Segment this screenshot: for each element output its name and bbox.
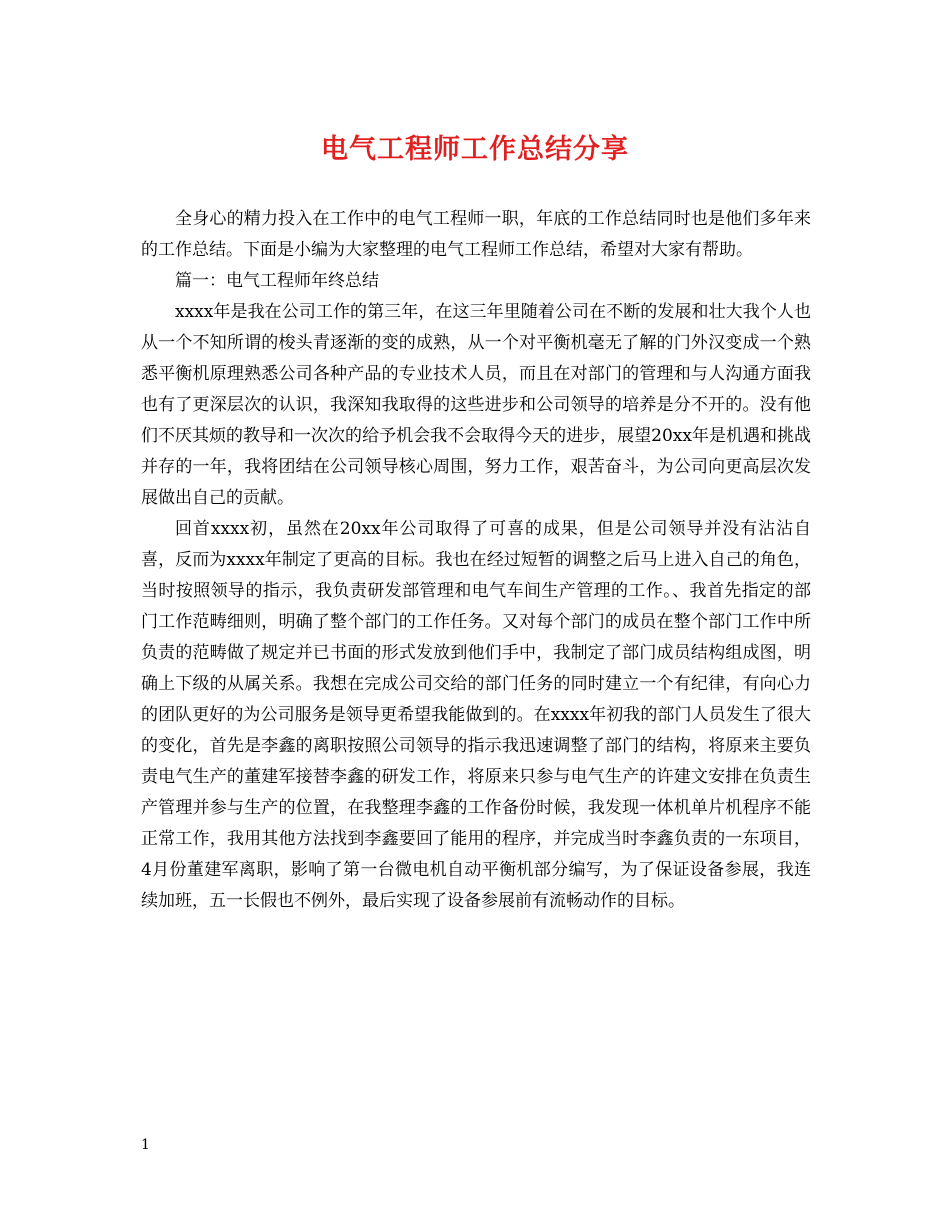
body-paragraph: 回首xxxx初，虽然在20xx年公司取得了可喜的成果，但是公司领导并没有沾沾自喜，反而为xxxx年制定了更高的目标。我也在经过短暂的调整之后马上进入自己的角色，当时按照领导的指示，我负责研发部管理和电气车间生产管理的工作。、我首先指定的部门工作范畴细则，明确了整个部门的工作任务。又对每个部门的成员在整个部门工作中所负责的范畴做了规定并已书面的形式发放到他们手中，我制定了部门成员结构组成图，明确上下级的从属关系。我想在完成公司交给的部门任务的同时建立一个有纪律，有向心力的团队更好的为公司服务是领导更希望我能做到的。在xxxx年初我的部门人员发生了很大的变化，首先是李鑫的离职按照公司领导的指示我迅速调整了部门的结构，将原来主要负责电气生产的董建军接替李鑫的研发工作，将原来只参与电气生产的许建文安排在负责生产管理并参与生产的位置，在我整理李鑫的工作备份时候，我发现一体机单片机程序不能正常工作，我用其他方法找到李鑫要回了能用的程序，并完成当时李鑫负责的一东项目， 4月份董建军离职，影响了第一台微电机自动平衡机部分编写，为了保证设备参展，我连续加班，五一长假也不例外，最后实现了设备参展前有流畅动作的目标。 xyxy=(141,519,811,911)
document-body xyxy=(141,204,811,917)
page-number: 1 xyxy=(141,1137,150,1153)
document-title: 电气工程师工作总结分享 xyxy=(321,134,629,165)
intro-paragraph: 全身心的精力投入在工作中的电气工程师一职，年底的工作总结同时也是他们多年来的工作总结。下面是小编为大家整理的电气工程师工作总结，希望对大家有帮助。 xyxy=(141,209,811,260)
section-heading: 篇一：电气工程师年终总结 xyxy=(175,271,379,291)
body-paragraph: xxxx年是我在公司工作的第三年，在这三年里随着公司在不断的发展和壮大我个人也从一个不知所谓的梭头青逐渐的变的成熟，从一个对平衡机毫无了解的门外汉变成一个熟悉平衡机原理熟悉公司各种产品的专业技术人员，而且在对部门的管理和与人沟通方面我也有了更深层次的认识，我深知我取得的这些进步和公司领导的培养是分不开的。没有他们不厌其烦的教导和一次次的给予机会我不会取得今天的进步，展望20xx年是机遇和挑战并存的一年，我将团结在公司领导核心周围，努力工作，艰苦奋斗，为公司向更高层次发展做出自己的贡献。 xyxy=(141,302,811,508)
